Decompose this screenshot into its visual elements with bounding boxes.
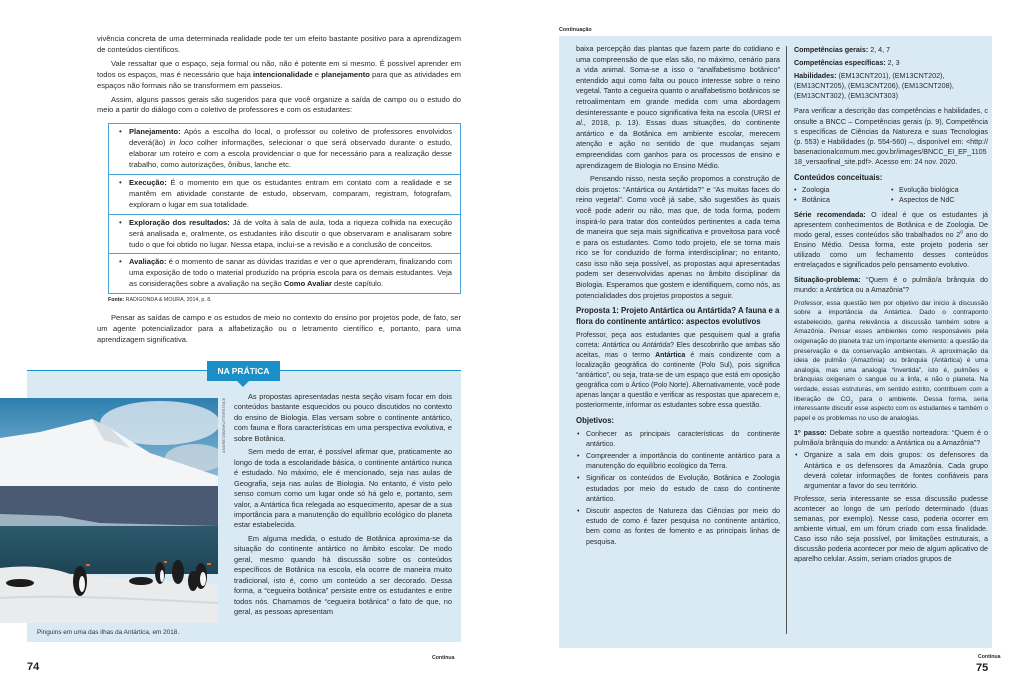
label: Competências gerais:	[794, 46, 869, 54]
italic-term: Antártida	[642, 341, 671, 349]
text-segment: Professor, peça aos estudantes que pesquisem qual a grafia correta:	[576, 331, 780, 349]
step-title: Planejamento:	[129, 127, 181, 137]
left-column	[576, 44, 780, 547]
proposal-paragraph	[576, 331, 780, 411]
step-text	[129, 218, 452, 251]
step-text	[129, 257, 452, 290]
left-text-flow	[97, 34, 461, 346]
right-page	[512, 0, 1024, 688]
step-item	[109, 253, 460, 293]
competencias-especificas	[794, 58, 988, 68]
continua-label: Continua	[432, 655, 455, 661]
step-title: Exploração dos resultados:	[129, 217, 230, 227]
competencias-gerais	[794, 45, 988, 55]
text-segment: ? Eles descobrirão que ambas são aceitas, mas o termo	[576, 341, 780, 359]
concept-item: • Aspectos de NdC	[891, 195, 988, 205]
objectives-list	[576, 429, 780, 547]
objective-item: • Conhecer as principais características do continente antártico.	[576, 429, 780, 449]
italic-term: Antártica	[602, 341, 630, 349]
text-segment: O ideal é que os estudantes já apresentem conhecimentos de Botânica e de Zoologia. De modo geral, esses conteúdos são trabalhados no 2	[794, 210, 989, 240]
step-body: colher informações, selecionar o que será observado durante o estudo, elaborar um roteiro e com a escola providenciar o que for necessário para a realização desse trabalho, como autorizações, ônibus, lanche etc.	[129, 138, 452, 170]
bold-term-intencionalidade: intencionalidade	[253, 69, 313, 79]
text-segment: “Quem é o pulmão/a brânquia do mundo: a Antártica ou a Amazônia”?	[794, 276, 989, 295]
photo-caption: Pinguins em uma das ilhas da Antártica, em 2018.	[37, 629, 180, 636]
text-segment: baixa percepção das plantas que fazem parte do cotidiano e uma compreensão de que elas são, no máximo, cenário para a vida animal. Soma-se a isso o “analfabetismo botânico” entendido aqui como falta ou pouco interesse sobre o reino vegetal. Tanto a cegueira quanto o analfabetismo botânicos se retroalimentam em grande medida com uma abordagem desinteressante e pouco significativa feita na escola (URSI	[576, 44, 780, 117]
objective-item: • Compreender a importância do continente antártico para a manutenção do equilíbrio ecológico da Terra.	[576, 451, 780, 471]
intro-text-segment: para que as atividades em espaços não formais não se transformem em passeios.	[97, 69, 461, 90]
page-number: 75	[976, 662, 989, 674]
text-segment: é mais condizente com a localização geográfica do continente (Polo Sul), pois significa “antiártico”, ou seja, trata-se de um espaço que está em oposição geográfica com o Ártico (Polo Norte). Alternativamente, você pode apenas lançar a questão e verificar as respostas que aparecem e, posteriormente, informar os estudantes sobre essa questão.	[576, 351, 780, 409]
passo-bullet-item: • Organize a sala em dois grupos: os defensores da Antártica e os defensores da Amazônia. Cada grupo deverá coletar informações de fontes confiáveis para argumentar a favor do seu território.	[794, 450, 988, 490]
na-pratica-tag: NA PRÁTICA	[207, 361, 280, 381]
final-paragraph: Professor, seria interessante se essa discussão pudesse acontecer ao longo de um período determinado (duas semanas, por exemplo). Nesse caso, poderia ocorrer em ambiente virtual, em um fórum criado com essa finalidade. Caso isso não seja possível, por limitações estruturais, a discussão poderia acontecer por meio de algum aplicativo de aparelho celular. Assim, seriam criados grupos de	[794, 494, 988, 564]
na-pratica-paragraph: As propostas apresentadas nesta seção visam focar em dois conteúdos bastante esquecidos ou pouco discutidos no contexto do ensino de Biologia. Elas versam sobre o continente antártico, com fauna e flora características em uma perspectiva evolutiva, e sobre Botânica.	[234, 392, 452, 443]
source-note	[108, 297, 461, 304]
column-divider	[786, 46, 787, 634]
step-body: É o momento em que os estudantes entram em contato com a realidade e se mantêm em atividade constante de estudo, observam, comparam, registram, fotografam, exploram o lugar em sua totalidade.	[129, 177, 452, 209]
intro-text-segment: Vale ressaltar que o espaço, seja formal ou não, não é potente em si mesmo. É possível aprender em todos os espaços, mas é necessário que haja	[97, 58, 461, 79]
step-italic: in loco	[169, 138, 194, 148]
label: 1º passo:	[794, 429, 827, 438]
objectives-heading: Objetivos:	[576, 415, 615, 425]
concepts-heading: Conteúdos conceituais:	[794, 173, 883, 183]
text-segment: ano do Ensino Médio. Dessa forma, este projeto poderia ser utilizado como um fechamento desses conteúdos entrelaçados e significados pelo pensamento evolutivo.	[794, 231, 989, 270]
concepts-list	[794, 185, 988, 205]
value: 2, 3	[887, 59, 900, 68]
text-segment: Debate sobre a questão norteadora: “Quem é o pulmão/a brânquia do mundo: a Antártica ou a Amazônia”?	[794, 429, 988, 448]
na-pratica-paragraph: Em alguma medida, o estudo de Botânica aproxima-se da situação do continente antártico no âmbito escolar. De modo geral, mesmo quando há discussão sobre os conteúdos específicos de Botânica na escola, ela ocorre de maneira muito tradicional, isto é, como um conteúdo a ser decorado. Dessa forma, a “cegueira botânica” persiste entre os estudantes e entre todos nós. Chamamos de “cegueira botânica” o fato de que, no geral, as pessoas apresentam	[234, 533, 452, 617]
intro-paragraph-2	[97, 59, 461, 92]
intro-paragraph-1: vivência concreta de uma determinada realidade pode ter um efeito bastante positivo para a aprendizagem de conteúdos científicos.	[97, 34, 461, 54]
ordinal-sup: o	[960, 229, 963, 236]
botany-paragraph	[576, 44, 780, 171]
step-item	[109, 174, 460, 214]
step-text	[129, 127, 452, 171]
continuacao-label: Continuação	[559, 27, 592, 33]
passo-1	[794, 428, 988, 448]
source-text: RADIGONDA & MOURA, 2014, p. 8.	[125, 297, 212, 304]
proposal-heading: Proposta 1: Projeto Antártica ou Antártida? A fauna e a flora do continente antártico: aspectos evolutivos	[576, 306, 780, 327]
bncc-reference: Para verificar a descrição das competências e habilidades, consulte a BNCC – Competências gerais (p. 9), Competências específicas de Ciências da Natureza e suas Tecnologias (p. 553) e Habilidades (p. 554-560) –, disponível em: <http://basenacionalcomum.mec.gov.br/images/BNCC_EI_EF_110518_versaofinal_site.pdf>. Acesso em: 24 nov. 2020.	[794, 107, 988, 166]
bold-term-planejamento: planejamento	[321, 69, 370, 79]
step-body: é o momento de sanar as dúvidas trazidas e ver o que aprenderam, finalizando com uma exposição de todo o material produzido na própria escola para os demais estudantes. Veja as considerações sobre a avaliação na seção	[129, 257, 452, 289]
value: 2, 4, 7	[870, 46, 891, 54]
label: Série recomendada:	[794, 210, 866, 219]
italic-et-al: et al.	[576, 107, 780, 128]
intro-text	[97, 34, 461, 116]
subscript: 2	[850, 398, 853, 404]
situacao-explanation	[794, 299, 988, 424]
text-segment: para o ambiente. Dessa forma, seria interessante discutir esse aspecto com os estudantes e também o papel e os problemas no uso de analogias.	[794, 395, 988, 422]
text-segment: , 2018, p. 13). Essas duas situações, do continente antártico e da Botânica em ambiente escolar, merecem atenção e ação no sentido de que mudanças sejam empreendidas com ganhos para os processos de ensino e aprendizagem de Biologia no Ensino Médio.	[576, 118, 780, 170]
na-pratica-text	[234, 392, 452, 618]
text-segment: ou	[632, 341, 640, 349]
na-pratica-paragraph: Sem medo de errar, é possível afirmar que, praticamente ao longo de toda a escolaridade básica, o continente antártico nunca é estudado. No máximo, ele é mencionado, seja nas aulas de Geografia, seja nas aulas de Biologia. No entanto, é visto pelo senso comum como um lugar onde só há gelo e, portanto, sem valor, a Antártica fica relegada ao esquecimento, apesar de a sua importância para a manutenção do equilíbrio ecológico do planeta estar estabelecida.	[234, 447, 452, 530]
label: Habilidades:	[794, 72, 837, 81]
bold-term: Antártica	[655, 351, 686, 359]
concept-item: • Evolução biológica	[891, 185, 988, 195]
projects-paragraph: Pensando nisso, nesta seção propomos a construção de dois projetos: “Antártica ou Antártida?” e “As muitas faces do reino vegetal”. Como você já sabe, são sugestões às quais você pode aderir ou não, mas que, de toda forma, podem inspirá-lo para tratar dos conteúdos pertinentes a cada tema de maneira que seja mais significativa e proveitosa para você e para os estudantes. Como todo projeto, ele se torna mais rico se for conduzido de forma interdisciplinar; no entanto, caso isso não seja possível, as propostas aqui apresentadas podem ser desenvolvidas apenas no âmbito disciplinar da Biologia. Esperamos que gostem e identifiquem, como nós, as potencialidades dos projetos propostos a seguir.	[576, 174, 780, 300]
page-number: 74	[27, 661, 40, 673]
step-body: deste capítulo.	[334, 279, 384, 289]
steps-box	[108, 123, 461, 294]
situacao-problema	[794, 275, 988, 295]
step-body: Após a escolha do local, o professor ou coletivo de professores envolvidos deverá(ão)	[129, 127, 452, 148]
habilidades	[794, 71, 988, 101]
intro-paragraph-3: Assim, alguns passos gerais são sugeridos para que você organize a saída de campo ou o estudo do meio a partir do diálogo com o coletivo de professores e com os estudantes:	[97, 94, 461, 115]
concept-item: • Botânica	[794, 195, 891, 205]
step-item	[109, 124, 460, 174]
serie-recomendada	[794, 210, 988, 271]
step-text	[129, 178, 452, 211]
concept-item: • Zoologia	[794, 185, 891, 195]
step-bold-link: Como Avaliar	[283, 279, 332, 289]
objective-item: • Discutir aspectos de Natureza das Ciências por meio do estudo de como é fazer pesquisa no continente antártico, bem como as fontes de fomento e as principais linhas de pesquisa.	[576, 506, 780, 547]
source-label: Fonte:	[108, 297, 125, 304]
intro-text-segment: e	[314, 69, 319, 79]
value: (EM13CNT201), (EM13CNT202), (EM13CNT205), (EM13CNT206), (EM13CNT208), (EM13CNT302), (EM13CNT303)	[794, 72, 954, 101]
text-segment: Professor, essa questão tem por objetivo dar início à discussão sobre a importância da Antártica. Dado o contraponto estabelecido, ganha relevância a discussão também sobre a Amazônia. Pensar esses ambientes como responsáveis pela oxigenação do planeta traz um importante elemento: a questão da preservação e da conservação ambientais. A aproximação da ideia de pulmão (Amazônia) ou brânquia (Antártica) é uma analogia, mas uma analogia “invertida”, isto é, pulmões e brânquias oxigenam o sangue ou a linfa, e não o planeta. Na verdade, essas estruturas, em sentido estrito, contribuem com a liberação de CO	[794, 299, 988, 403]
step-body: Já de volta à sala de aula, toda a riqueza colhida na execução será analisada e, oralmente, os estudantes irão discutir o que observaram e analisaram sobre tudo o que foi obtido no lugar. Nessa etapa, inclui-se a revisão e a conclusão de conceitos.	[129, 217, 452, 249]
objective-item: • Significar os conteúdos de Evolução, Botânica e Zoologia estudados por meio do estudo de caso do continente antártico.	[576, 473, 780, 504]
closing-text	[97, 313, 461, 346]
step-item	[109, 214, 460, 254]
antarctica-photo-illustration	[0, 398, 218, 623]
photo-credit: ANDRÉ DIB/SHUTTERSTOCK	[221, 398, 226, 454]
penguins-photo	[0, 398, 218, 623]
label: Competências específicas:	[794, 59, 886, 68]
step-title: Execução:	[129, 177, 167, 187]
continua-label: Continua	[978, 654, 1001, 660]
closing-paragraph: Pensar as saídas de campo e os estudos de meio no contexto do ensino por projetos pode, de fato, ser um agente potencializador para a alfabetização ou o letramento científico e, portanto, para uma aprendizagem significativa.	[97, 313, 461, 344]
right-column	[794, 44, 988, 565]
label: Situação-problema:	[794, 276, 861, 285]
step-title: Avaliação:	[129, 257, 167, 267]
passo-bullets	[794, 450, 988, 490]
